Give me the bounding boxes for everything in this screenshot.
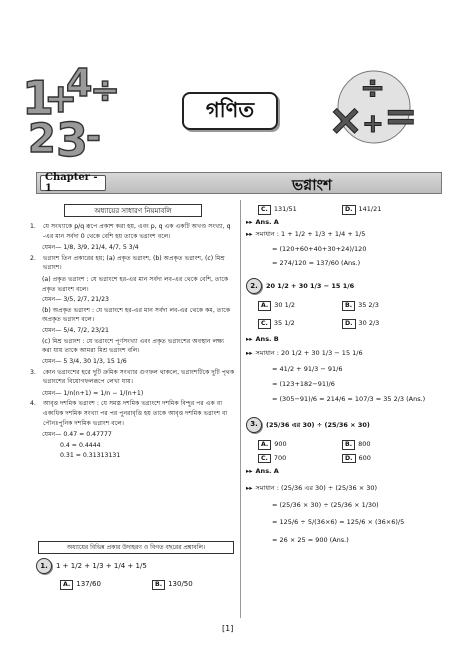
- option-d-value: 30 2/3: [358, 319, 380, 328]
- chapter-tag: Chapter - 1: [40, 175, 106, 191]
- q1-answer: [246, 217, 446, 227]
- option-a-value: 137/60: [76, 580, 101, 588]
- q3-options-cd: [246, 453, 446, 464]
- section-heading-examples: অধ্যায়ের বিভিন্ন প্রকার উদাহরণ ও বিগত বছরের প্রশ্নাবলি।: [38, 541, 234, 554]
- option-a-letter: A.: [60, 580, 73, 590]
- option-c-letter: C.: [258, 454, 271, 464]
- rule-2: 2. ভগ্নাংশ তিন প্রকারের হয়; (a) প্রকৃত ভগ্নাংশ, (b) অপ্রকৃত ভগ্নাংশ, (c) মিশ্র ভগ্নাংশ।: [30, 254, 235, 273]
- option-a-value: 30 1/2: [274, 301, 296, 310]
- svg-text:×: ×: [328, 95, 364, 144]
- column-divider: [240, 200, 241, 618]
- solution-line: = (123+182−91)/6: [272, 379, 335, 388]
- option-d-value: 141/21: [358, 205, 382, 213]
- svg-text:+: +: [44, 76, 78, 122]
- question-number: 1.: [36, 558, 52, 574]
- operators-illustration: [322, 68, 426, 146]
- rule-example: যেমন— 5 3/4, 30 1/3, 15 1/6: [42, 357, 127, 365]
- svg-text:3: 3: [56, 113, 89, 160]
- option-b-letter: B.: [152, 580, 165, 590]
- rule-example: যেমন— 3/5, 2/7, 21/23: [42, 296, 109, 304]
- solution-line: = 125/6 ÷ 5/(36×6) = 125/6 × (36×6)/5: [272, 518, 405, 527]
- option-d-letter: D.: [342, 205, 356, 215]
- q1-options-cd: [246, 204, 446, 215]
- option-a-letter: A.: [258, 440, 271, 450]
- rule-4: 4. আবৃত্ত দশমিক ভগ্নাংশ : যে সমস্ত দশমিক ভগ্নাংশে দশমিক বিন্দুর পর এক বা একাধিক দশমিক সংখ্যা পর পর পুনরাবৃত্তি হয় তাকে আবৃত্ত দশমিক ভগ্নাংশ বা পৌনঃপুনিক দশমিক ভগ্নাংশ বলে।: [30, 399, 235, 428]
- option-c-letter: C.: [258, 205, 271, 215]
- option-c-letter: C.: [258, 319, 271, 329]
- solution-line: = (25/36 × 30) ÷ (25/36 × 1/30): [272, 501, 379, 510]
- questions-column: [246, 202, 446, 545]
- rule-1: 1. যে সংখ্যাকে p/q রূপে প্রকাশ করা হয়, এবং p, q এক একটি অখণ্ড সংখ্যা, q -এর মান সর্বদা 0 থেকে বেশি হয় তাকে ভগ্নাংশ বলে।: [30, 222, 235, 241]
- option-b-letter: B.: [342, 440, 355, 450]
- solution-line: = 26 × 25 = 900 (Ans.): [272, 535, 349, 544]
- solution-line: = (120+60+40+30+24)/120: [272, 244, 367, 253]
- solution-line: = 274/120 = 137/60 (Ans.): [272, 258, 361, 267]
- q3-answer: [246, 466, 446, 476]
- q2-answer: [246, 334, 446, 344]
- chapter-title: ভগ্নাংশ: [292, 176, 332, 194]
- rule-subtext: (c) মিশ্র ভগ্নাংশ : যে ভগ্নাংশে পূর্ণসংখ্যা এবং প্রকৃত ভগ্নাংশের অবস্থান লক্ষ্য করা যায় তাকে আমরা মিশ্র ভগ্নাংশ বলি।: [42, 337, 224, 355]
- page-number: [1]: [222, 624, 234, 633]
- svg-text:2: 2: [28, 116, 56, 160]
- rule-text: ভগ্নাংশ তিন প্রকারের হয়; (a) প্রকৃত ভগ্নাংশ, (b) অপ্রকৃত ভগ্নাংশ, (c) মিশ্র ভগ্নাংশ।: [43, 254, 225, 272]
- option-d-letter: D.: [342, 454, 356, 464]
- solution-line: সমাধান : 1 + 1/2 + 1/3 + 1/4 + 1/5: [255, 230, 366, 239]
- rule-subtext: (b) অপ্রকৃত ভগ্নাংশ : যে ভগ্নাংশে হর-এর মান সর্বদা লব-এর থেকে কম, তাকে অপ্রকৃত ভগ্নাংশ বলে।: [42, 306, 231, 324]
- option-d-value: 600: [358, 453, 371, 462]
- option-c-value: 700: [273, 453, 287, 462]
- rule-example: যেমন— 1/n(n+1) = 1/n − 1/(n+1): [42, 389, 144, 397]
- arrow-icon: ▸▸: [246, 467, 253, 476]
- svg-text:+: +: [362, 109, 384, 139]
- question-2: [246, 278, 446, 294]
- svg-text:÷: ÷: [360, 71, 386, 106]
- question-expression: 1 + 1/2 + 1/3 + 1/4 + 1/5: [56, 562, 147, 570]
- arrow-icon: ▸▸: [246, 483, 253, 492]
- answer-text: Ans. B: [255, 334, 279, 343]
- svg-text:1: 1: [22, 71, 55, 125]
- rule-subtext: (a) প্রকৃত ভগ্নাংশ : যে ভগ্নাংশে হর-এর মান সর্বদা লব-এর থেকে বেশি, তাকে প্রকৃত ভগ্নাংশ বলে।: [42, 276, 229, 293]
- rule-example: 0.4̇ = 0.4444: [60, 441, 101, 449]
- rule-text: আবৃত্ত দশমিক ভগ্নাংশ : যে সমস্ত দশমিক ভগ্নাংশে দশমিক বিন্দুর পর এক বা একাধিক দশমিক সংখ্যা পর পর পুনরাবৃত্তি হয় তাকে আবৃত্ত দশমিক ভগ্নাংশ বা পৌনঃপুনিক দশমিক ভগ্নাংশ বলে।: [43, 400, 228, 427]
- svg-text:÷: ÷: [90, 70, 121, 111]
- q3-options-ab: [246, 439, 446, 450]
- section-heading-rules: অধ্যায়ের সাধারণ নিয়মাবলি: [64, 204, 202, 217]
- rule-example: যেমন— 1/8, 3/9, 21/4, 4/7, 5 3/4: [42, 244, 139, 252]
- arrow-icon: ▸▸: [246, 230, 253, 239]
- option-b-letter: B.: [342, 301, 355, 311]
- numbers-illustration: [20, 52, 128, 160]
- option-a-value: 900: [274, 439, 287, 448]
- solution-line: = 41/2 + 91/3 − 91/6: [272, 364, 343, 373]
- svg-text:4: 4: [66, 61, 93, 105]
- arrow-icon: ▸▸: [246, 349, 253, 358]
- question-number: 2.: [246, 278, 262, 294]
- arrow-icon: ▸▸: [246, 217, 253, 226]
- option-d-letter: D.: [342, 319, 356, 329]
- question-expression: (25/36 এর 30) ÷ (25/36 × 30): [266, 420, 370, 429]
- q2-options-ab: [246, 300, 446, 311]
- rule-example: যেমন— 5/4, 7/2, 23/21: [42, 327, 109, 335]
- question-3: [246, 417, 446, 433]
- answer-text: Ans. A: [255, 217, 279, 226]
- rules-column: [30, 222, 235, 462]
- svg-text:=: =: [384, 94, 418, 140]
- rule-text: কোন ভগ্নাংশের হরে দুটি ক্রমিক সংখ্যার গুণফল থাকলে, ভগ্নাংশটিকে দুটি পৃথক ভগ্নাংশের বিয়োগফলরূপে লেখা যায়।: [43, 368, 235, 386]
- solution-line: = (305−91)/6 = 214/6 = 107/3 = 35 2/3 (Ans.): [272, 395, 426, 404]
- subject-title: গণিত: [182, 92, 278, 130]
- arrow-icon: ▸▸: [246, 334, 253, 343]
- rule-example: 0.3̇1̇ = 0.31313131: [60, 452, 121, 460]
- option-b-value: 130/50: [168, 580, 193, 588]
- svg-text:-: -: [86, 116, 101, 157]
- solution-line: সমাধান : (25/36 এর 30) ÷ (25/36 × 30): [255, 483, 378, 492]
- solution-line: সমাধান : 20 1/2 + 30 1/3 − 15 1/6: [255, 349, 363, 358]
- rule-3: 3. কোন ভগ্নাংশের হরে দুটি ক্রমিক সংখ্যার গুণফল থাকলে, ভগ্নাংশটিকে দুটি পৃথক ভগ্নাংশের বিয়োগফলরূপে লেখা যায়।: [30, 368, 235, 386]
- option-a-letter: A.: [258, 301, 271, 311]
- q3-solution: [246, 483, 446, 546]
- rule-text: যে সংখ্যাকে p/q রূপে প্রকাশ করা হয়, এবং p, q এক একটি অখণ্ড সংখ্যা, q -এর মান সর্বদা 0 থেকে বেশি হয় তাকে ভগ্নাংশ বলে।: [43, 223, 231, 240]
- question-1: [36, 558, 236, 590]
- rule-example: যেমন— 0.47̇ = 0.47777: [42, 431, 112, 439]
- option-c-value: 35 1/2: [273, 319, 295, 328]
- option-b-value: 35 2/3: [358, 301, 379, 310]
- question-expression: 20 1/2 + 30 1/3 − 15 1/6: [266, 282, 355, 291]
- q1-solution: [246, 229, 446, 268]
- option-c-value: 131/51: [273, 205, 297, 213]
- q2-options-cd: [246, 318, 446, 329]
- question-number: 3.: [246, 417, 262, 433]
- option-b-value: 800: [358, 439, 371, 448]
- q2-solution: [246, 348, 446, 405]
- answer-text: Ans. A: [255, 467, 279, 476]
